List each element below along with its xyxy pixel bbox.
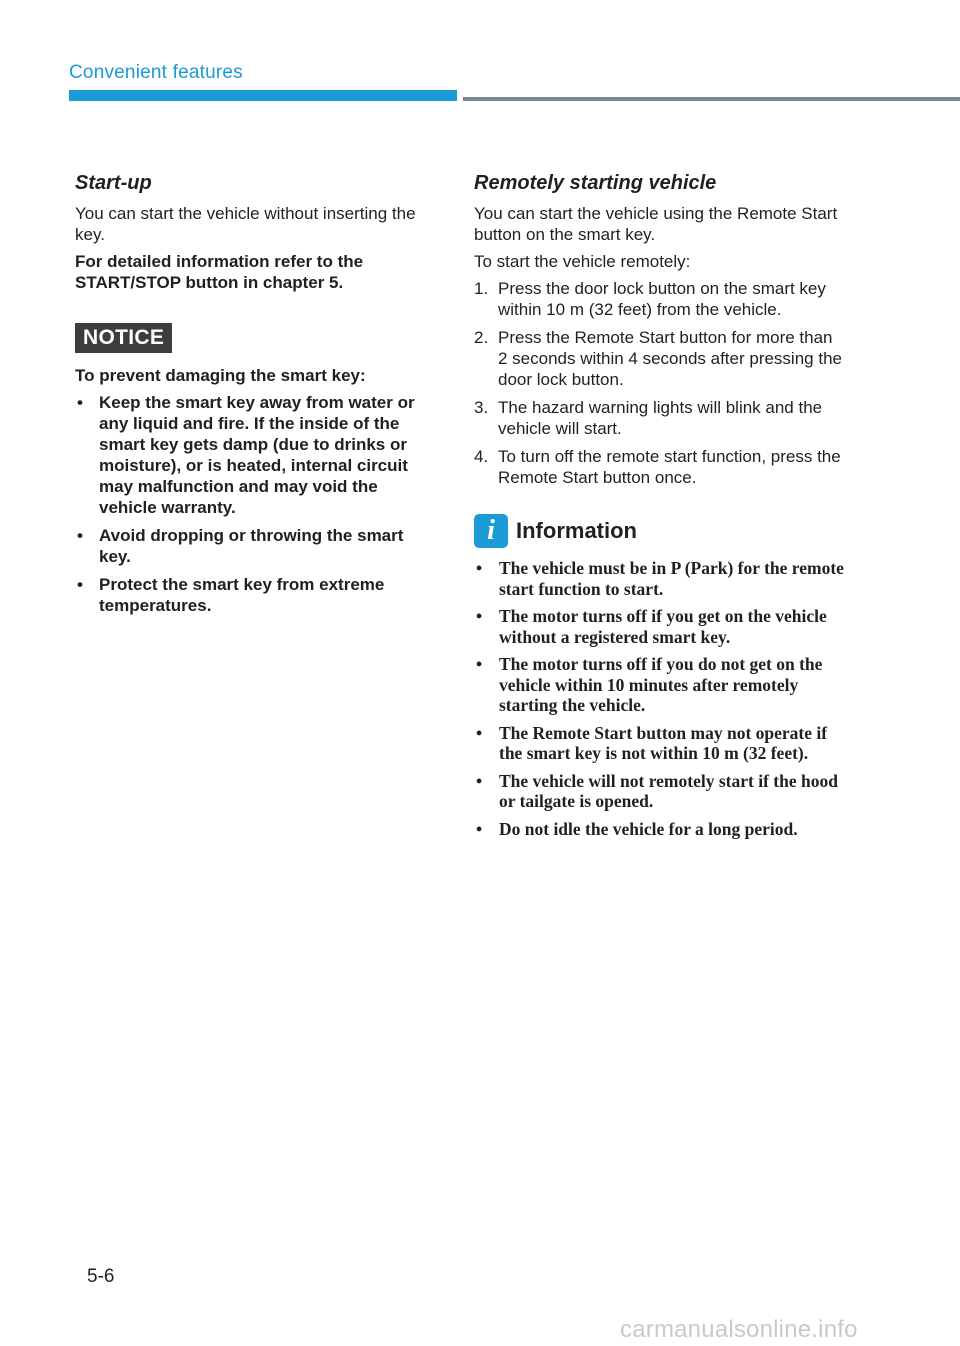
info-item: [474, 558, 844, 599]
remote-start-steps: [474, 278, 844, 488]
notice-item-text: Protect the smart key from extreme temperatures.: [99, 575, 385, 615]
info-item-text: The vehicle will not remotely start if the hood or tailgate is opened.: [499, 770, 838, 811]
notice-item: [75, 525, 435, 567]
bullet: •: [476, 606, 483, 626]
startup-intro: You can start the vehicle without inserting the key.: [75, 204, 416, 244]
startup-heading: Start-up: [75, 172, 152, 194]
notice-lead: To prevent damaging the smart key:: [75, 366, 366, 385]
remote-start-intro: You can start the vehicle using the Remote Start button on the smart key.: [474, 204, 838, 244]
step-item: [474, 446, 844, 488]
info-icon: i: [474, 514, 508, 548]
bullet: •: [476, 654, 483, 674]
bullet: •: [77, 393, 83, 412]
info-item: [474, 819, 844, 840]
step-text: Press the Remote Start button for more than 2 seconds within 4 seconds after pressing the door lock button.: [498, 328, 842, 389]
startup-detail: For detailed information refer to the START/STOP button in chapter 5.: [75, 252, 364, 292]
step-item: [474, 327, 844, 390]
info-item-text: The vehicle must be in P (Park) for the remote start function to start.: [499, 558, 844, 599]
info-item-text: The Remote Start button may not operate if the smart key is not within 10 m (32 feet).: [499, 722, 828, 763]
bullet: •: [476, 818, 483, 839]
left-column: [75, 172, 435, 623]
notice-box: [75, 299, 435, 616]
info-item: [474, 654, 844, 716]
info-item: [474, 771, 844, 812]
step-item: [474, 397, 844, 439]
information-list: [474, 558, 844, 839]
notice-item: [75, 392, 435, 518]
step-number: 3.: [474, 398, 489, 417]
notice-item-text: Keep the smart key away from water or any liquid and fire. If the inside of the smart key gets damp (due to drinks or moisture), or is heated, internal circuit may malfunction and may void the vehicle warranty.: [99, 393, 415, 517]
notice-item: [75, 574, 435, 616]
step-number: 1.: [474, 279, 489, 298]
info-item: [474, 723, 844, 764]
bullet: •: [77, 575, 83, 594]
step-text: To turn off the remote start function, press the Remote Start button once.: [498, 447, 841, 487]
information-header: [474, 514, 844, 548]
step-text: The hazard warning lights will blink and the vehicle will start.: [498, 398, 823, 438]
right-column: [474, 172, 844, 846]
remote-start-lead: To start the vehicle remotely:: [474, 252, 691, 271]
notice-item-text: Avoid dropping or throwing the smart key.: [99, 526, 404, 566]
step-number: 2.: [474, 328, 489, 347]
notice-label: NOTICE: [75, 323, 172, 353]
info-item-text: Do not idle the vehicle for a long period.: [499, 818, 798, 839]
page-number: 5-6: [87, 1266, 115, 1287]
step-number: 4.: [474, 447, 489, 466]
bullet: •: [476, 722, 483, 743]
remote-start-heading: Remotely starting vehicle: [474, 172, 717, 194]
info-item-text: The motor turns off if you do not get on the vehicle within 10 minutes after remotely starting the vehicle.: [499, 654, 823, 715]
bullet: •: [476, 770, 483, 791]
info-item: [474, 606, 844, 647]
info-item-text: The motor turns off if you get on the vehicle without a registered smart key.: [499, 606, 827, 647]
notice-list: [75, 392, 435, 616]
bullet: •: [476, 558, 483, 578]
header-accent-bar: [69, 90, 457, 101]
information-title: Information: [516, 518, 637, 543]
header-rule: [463, 97, 960, 101]
section-title: Convenient features: [69, 62, 243, 83]
step-item: [474, 278, 844, 320]
step-text: Press the door lock button on the smart key within 10 m (32 feet) from the vehicle.: [498, 279, 826, 319]
watermark: carmanualsonline.info: [620, 1316, 858, 1343]
bullet: •: [77, 526, 83, 545]
